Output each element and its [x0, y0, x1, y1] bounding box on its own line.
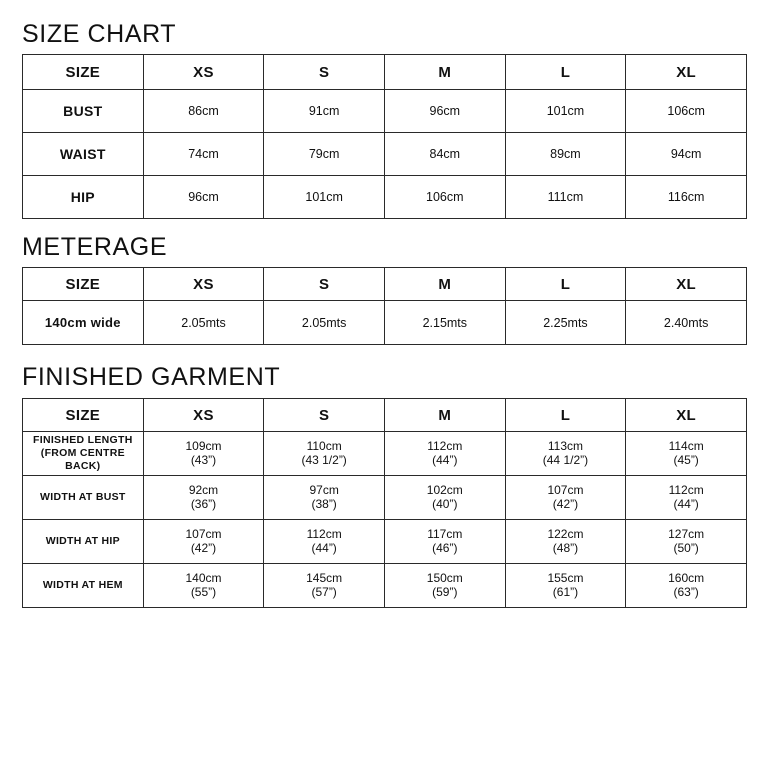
- table-cell: 86cm: [143, 90, 264, 133]
- table-cell: [264, 476, 385, 520]
- table-cell: [505, 564, 626, 608]
- column-header: M: [384, 55, 505, 90]
- inch-value: (46”): [432, 540, 458, 555]
- table-row: [23, 176, 747, 219]
- row-label: WAIST: [23, 133, 144, 176]
- table-cell: 89cm: [505, 133, 626, 176]
- column-header: L: [505, 399, 626, 432]
- table-header-row: [23, 268, 747, 301]
- table-cell: [384, 432, 505, 476]
- column-header: XL: [626, 399, 747, 432]
- inch-value: (38”): [311, 496, 337, 511]
- cm-value: 102cm: [426, 482, 463, 497]
- table-cell: [264, 432, 385, 476]
- table-cell: 74cm: [143, 133, 264, 176]
- table-cell: [143, 432, 264, 476]
- inch-value: (45”): [673, 452, 699, 467]
- cm-value: 127cm: [668, 526, 705, 541]
- cm-value: 112cm: [427, 438, 463, 453]
- table-row: [23, 476, 747, 520]
- inch-value: (43 1/2”): [301, 452, 347, 467]
- table-row: [23, 432, 747, 476]
- cm-value: 114cm: [668, 438, 704, 453]
- table-cell: [264, 564, 385, 608]
- table-row: [23, 301, 747, 345]
- column-header: L: [505, 55, 626, 90]
- column-header: SIZE: [23, 399, 144, 432]
- table-cell: 2.05mts: [143, 301, 264, 345]
- table-cell: [626, 476, 747, 520]
- column-header: XL: [626, 268, 747, 301]
- row-label: BUST: [23, 90, 144, 133]
- inch-value: (40”): [432, 496, 458, 511]
- meterage-table: [22, 267, 747, 345]
- row-label-line: FINISHED LENGTH: [33, 433, 133, 446]
- row-label: [23, 432, 144, 476]
- table-cell: 96cm: [384, 90, 505, 133]
- finished-garment-table: [22, 398, 747, 608]
- cm-value: 107cm: [547, 482, 584, 497]
- table-cell: 116cm: [626, 176, 747, 219]
- row-label-line: WIDTH AT HIP: [45, 534, 120, 547]
- column-header: S: [264, 55, 385, 90]
- table-cell: 2.25mts: [505, 301, 626, 345]
- table-header-row: [23, 399, 747, 432]
- row-label: [23, 564, 144, 608]
- table-cell: 101cm: [505, 90, 626, 133]
- table-row: [23, 520, 747, 564]
- table-cell: [143, 564, 264, 608]
- inch-value: (57”): [311, 584, 337, 599]
- inch-value: (44”): [311, 540, 337, 555]
- cm-value: 112cm: [668, 482, 704, 497]
- table-cell: 2.05mts: [264, 301, 385, 345]
- cm-value: 122cm: [547, 526, 584, 541]
- column-header: S: [264, 399, 385, 432]
- inch-value: (63”): [673, 584, 699, 599]
- inch-value: (43”): [190, 452, 217, 467]
- table-cell: 106cm: [384, 176, 505, 219]
- row-label: [23, 520, 144, 564]
- table-cell: [505, 432, 626, 476]
- column-header: SIZE: [23, 268, 144, 301]
- cm-value: 150cm: [426, 570, 463, 585]
- table-cell: [505, 476, 626, 520]
- table-cell: 111cm: [505, 176, 626, 219]
- table-cell: [626, 432, 747, 476]
- cm-value: 110cm: [306, 438, 342, 453]
- table-cell: 2.15mts: [384, 301, 505, 345]
- inch-value: (44”): [673, 496, 699, 511]
- column-header: M: [384, 399, 505, 432]
- table-cell: 91cm: [264, 90, 385, 133]
- table-cell: [143, 520, 264, 564]
- inch-value: (59”): [432, 584, 458, 599]
- cm-value: 140cm: [185, 570, 222, 585]
- column-header: XS: [143, 55, 264, 90]
- table-row: [23, 90, 747, 133]
- cm-value: 160cm: [668, 570, 705, 585]
- column-header: S: [264, 268, 385, 301]
- inch-value: (61”): [552, 584, 579, 599]
- inch-value: (50”): [673, 540, 699, 555]
- table-header-row: [23, 55, 747, 90]
- row-label: 140cm wide: [23, 301, 144, 345]
- table-cell: [626, 520, 747, 564]
- size-chart-table: [22, 54, 747, 219]
- finished-garment-title: FINISHED GARMENT: [22, 363, 281, 391]
- cm-value: 113cm: [547, 438, 584, 453]
- cm-value: 109cm: [185, 438, 222, 453]
- cm-value: 145cm: [306, 570, 343, 585]
- row-label-line: WIDTH AT HEM: [42, 578, 123, 591]
- row-label-line: (FROM CENTRE BACK): [40, 446, 125, 473]
- row-label: HIP: [23, 176, 144, 219]
- table-cell: 94cm: [626, 133, 747, 176]
- cm-value: 92cm: [188, 482, 219, 497]
- table-cell: [505, 520, 626, 564]
- row-label-line: WIDTH AT BUST: [40, 490, 126, 503]
- row-label: [23, 476, 144, 520]
- cm-value: 112cm: [306, 526, 342, 541]
- column-header: XL: [626, 55, 747, 90]
- column-header: M: [384, 268, 505, 301]
- table-row: [23, 564, 747, 608]
- inch-value: (44 1/2”): [542, 452, 589, 467]
- column-header: XS: [143, 268, 264, 301]
- table-cell: 79cm: [264, 133, 385, 176]
- table-cell: 101cm: [264, 176, 385, 219]
- table-cell: [384, 520, 505, 564]
- inch-value: (48”): [552, 540, 579, 555]
- inch-value: (44”): [432, 452, 458, 467]
- table-cell: [264, 520, 385, 564]
- cm-value: 97cm: [309, 482, 339, 497]
- table-cell: [143, 476, 264, 520]
- size-chart-title: SIZE CHART: [22, 20, 177, 48]
- table-row: [23, 133, 747, 176]
- table-cell: 106cm: [626, 90, 747, 133]
- inch-value: (36”): [190, 496, 217, 511]
- table-cell: 84cm: [384, 133, 505, 176]
- column-header: SIZE: [23, 55, 144, 90]
- inch-value: (42”): [552, 496, 579, 511]
- column-header: XS: [143, 399, 264, 432]
- inch-value: (42”): [190, 540, 217, 555]
- table-cell: 2.40mts: [626, 301, 747, 345]
- table-cell: [626, 564, 747, 608]
- table-cell: 96cm: [143, 176, 264, 219]
- table-cell: [384, 564, 505, 608]
- cm-value: 155cm: [547, 570, 584, 585]
- column-header: L: [505, 268, 626, 301]
- cm-value: 117cm: [427, 526, 463, 541]
- inch-value: (55”): [190, 584, 217, 599]
- table-cell: [384, 476, 505, 520]
- cm-value: 107cm: [185, 526, 222, 541]
- meterage-title: METERAGE: [22, 233, 168, 261]
